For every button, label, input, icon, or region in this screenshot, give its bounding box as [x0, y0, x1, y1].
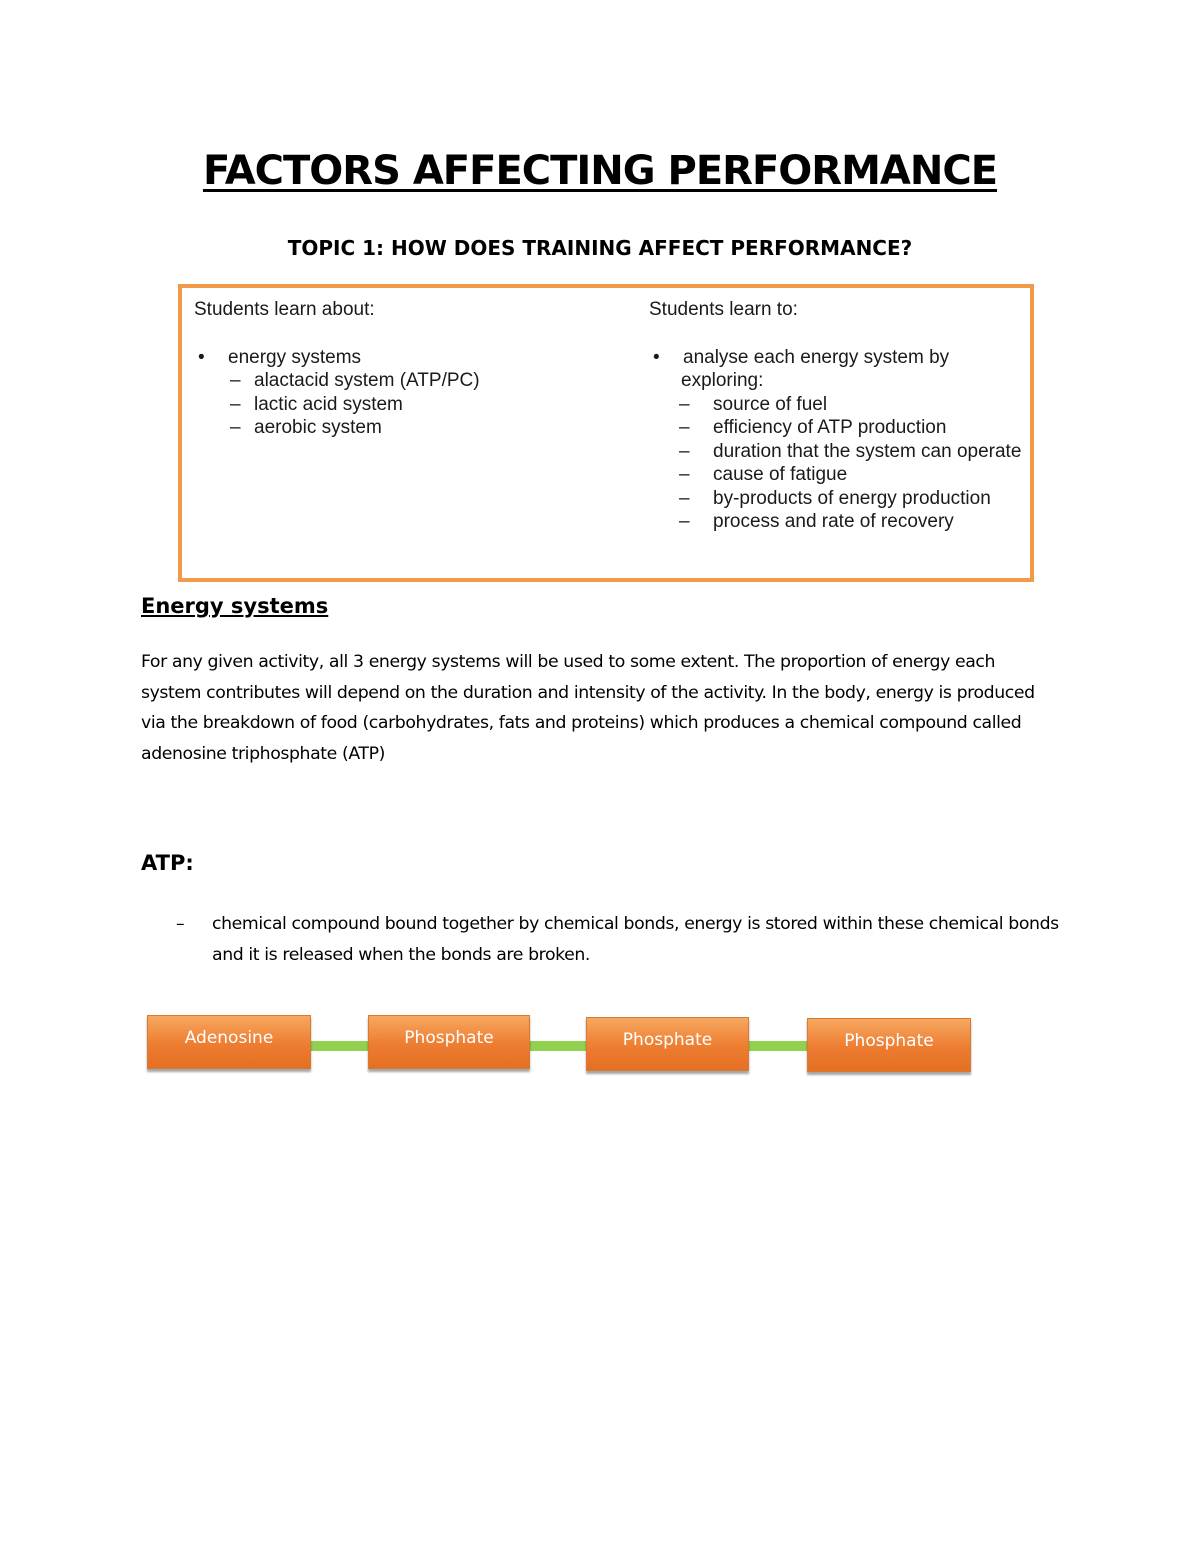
- dash-icon: –: [176, 914, 185, 934]
- atp-point-text: chemical compound bound together by chemical bonds, energy is stored within these chemical bonds and it is released when the bonds are broken.: [212, 914, 1059, 965]
- energy-systems-heading: Energy systems: [141, 594, 329, 618]
- learn-about-sublist: [194, 369, 614, 440]
- bullet-continuation: [649, 369, 1024, 393]
- bullet-text-line2: exploring:: [681, 370, 764, 391]
- dash-icon: –: [679, 393, 690, 415]
- dash-icon: –: [679, 464, 690, 485]
- learn-to-sublist: [649, 393, 1024, 534]
- topic-heading: TOPIC 1: HOW DOES TRAINING AFFECT PERFORMANCE?: [287, 236, 913, 260]
- list-item-text: efficiency of ATP production: [713, 417, 947, 438]
- list-item: [194, 393, 614, 417]
- learn-about-bullet: [194, 346, 614, 370]
- list-item-text: cause of fatigue: [713, 464, 848, 485]
- list-item-text: lactic acid system: [254, 393, 403, 415]
- atp-point: [141, 909, 1061, 970]
- list-item-text: by-products of energy production: [713, 487, 991, 509]
- list-item-text: aerobic system: [254, 417, 382, 438]
- list-item: [649, 416, 1024, 440]
- dash-icon: –: [230, 370, 241, 391]
- dash-icon: –: [679, 440, 690, 462]
- list-item: [649, 510, 1024, 534]
- list-item: [649, 440, 1024, 464]
- learn-to-heading: Students learn to:: [649, 299, 798, 320]
- bond-connector: [529, 1041, 587, 1051]
- dash-icon: –: [230, 393, 241, 415]
- bond-connector: [748, 1041, 808, 1051]
- learn-to-bullet: [649, 346, 1024, 370]
- list-item-text: alactacid system (ATP/PC): [254, 370, 480, 391]
- syllabus-box: [178, 284, 1034, 582]
- bullet-text-line1: analyse each energy system by: [683, 346, 950, 368]
- list-item: [649, 393, 1024, 417]
- page-title: FACTORS AFFECTING PERFORMANCE: [202, 148, 998, 194]
- phosphate-box: Phosphate: [807, 1018, 971, 1072]
- dash-icon: –: [230, 417, 241, 438]
- list-item-text: process and rate of recovery: [713, 511, 954, 532]
- energy-systems-paragraph: For any given activity, all 3 energy systems will be used to some extent. The proportion of energy each system contributes will depend on the duration and intensity of the activity. In the body, energy is produced via the breakdown of food (carbohydrates, fats and proteins) which produces a chemical compound called adenosine triphosphate (ATP): [141, 652, 1035, 764]
- learn-about-heading: Students learn about:: [194, 299, 375, 320]
- list-item: [649, 463, 1024, 487]
- dash-icon: –: [679, 417, 690, 438]
- dash-icon: –: [679, 487, 690, 509]
- atp-heading: ATP:: [141, 851, 194, 875]
- phosphate-box: Phosphate: [586, 1017, 749, 1071]
- adenosine-box: Adenosine: [147, 1015, 311, 1069]
- learn-to-column: [649, 298, 1024, 534]
- phosphate-box: Phosphate: [368, 1015, 530, 1069]
- dash-icon: –: [679, 511, 690, 532]
- bullet-icon: •: [198, 346, 205, 368]
- bullet-text: energy systems: [228, 346, 362, 368]
- bond-connector: [311, 1041, 369, 1051]
- list-item-text: source of fuel: [713, 393, 828, 415]
- list-item-text: duration that the system can operate: [713, 440, 1022, 462]
- list-item: [194, 369, 614, 393]
- list-item: [194, 416, 614, 440]
- learn-about-column: [194, 298, 614, 440]
- bullet-icon: •: [653, 346, 660, 368]
- list-item: [649, 487, 1024, 511]
